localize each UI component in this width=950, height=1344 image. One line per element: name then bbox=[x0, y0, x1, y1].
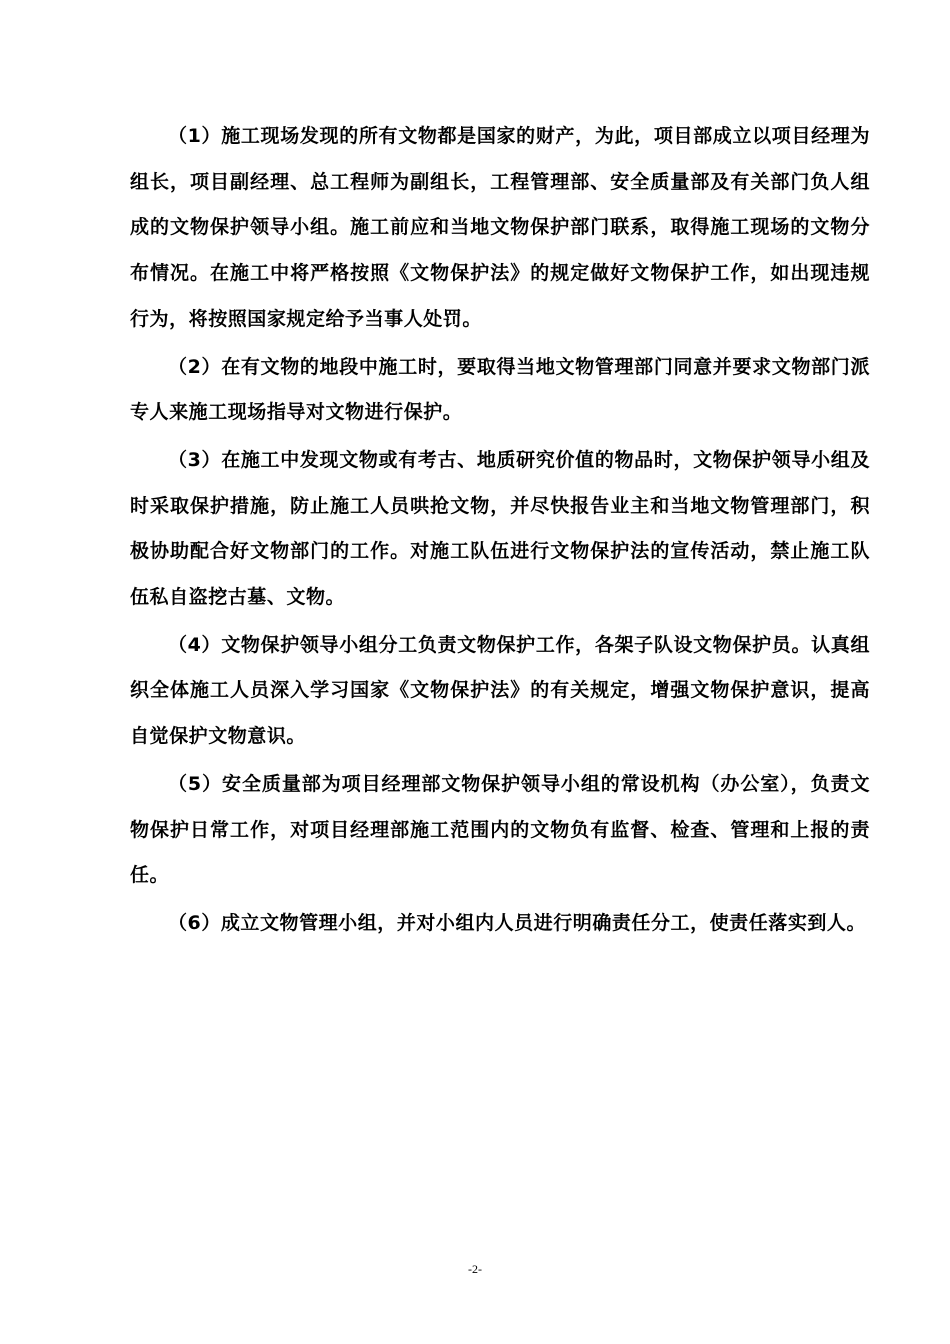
paragraph-number: （3） bbox=[168, 448, 222, 471]
paragraph-number: （6） bbox=[168, 911, 221, 934]
paragraph-2 bbox=[130, 345, 870, 436]
paragraph-1 bbox=[130, 114, 870, 343]
paragraph-text: 文物保护领导小组分工负责文物保护工作，各架子队设文物保护员。认真组织全体施工人员深入学习国家《文物保护法》的有关规定，增强文物保护意识，提高自觉保护文物意识。 bbox=[130, 633, 870, 748]
paragraph-4 bbox=[130, 623, 870, 760]
paragraph-6 bbox=[130, 901, 870, 947]
document-body bbox=[130, 114, 870, 949]
paragraph-text: 在有文物的地段中施工时，要取得当地文物管理部门同意并要求文物部门派专人来施工现场指导对文物进行保护。 bbox=[130, 355, 870, 424]
paragraph-text: 施工现场发现的所有文物都是国家的财产，为此，项目部成立以项目经理为组长，项目副经理、总工程师为副组长，工程管理部、安全质量部及有关部门负人组成的文物保护领导小组。施工前应和当地文物保护部门联系，取得施工现场的文物分布情况。在施工中将严格按照《文物保护法》的规定做好文物保护工作，如出现违规行为，将按照国家规定给予当事人处罚。 bbox=[130, 125, 870, 330]
paragraph-3 bbox=[130, 438, 870, 621]
paragraph-number: （4） bbox=[168, 633, 222, 656]
paragraph-number: （1） bbox=[168, 125, 222, 147]
paragraph-text: 成立文物管理小组，并对小组内人员进行明确责任分工，使责任落实到人。 bbox=[220, 911, 867, 934]
paragraph-number: （2） bbox=[168, 355, 222, 378]
paragraph-number: （5） bbox=[168, 772, 223, 795]
paragraph-5 bbox=[130, 762, 870, 899]
paragraph-text: 在施工中发现文物或有考古、地质研究价值的物品时，文物保护领导小组及时采取保护措施，防止施工人员哄抢文物，并尽快报告业主和当地文物管理部门，积极协助配合好文物部门的工作。对施工队伍进行文物保护法的宣传活动，禁止施工队伍私自盗挖古墓、文物。 bbox=[130, 448, 870, 609]
page-number: -2- bbox=[468, 1262, 482, 1276]
paragraph-text: 安全质量部为项目经理部文物保护领导小组的常设机构（办公室），负责文物保护日常工作，对项目经理部施工范围内的文物负有监督、检查、管理和上报的责任。 bbox=[130, 772, 870, 887]
